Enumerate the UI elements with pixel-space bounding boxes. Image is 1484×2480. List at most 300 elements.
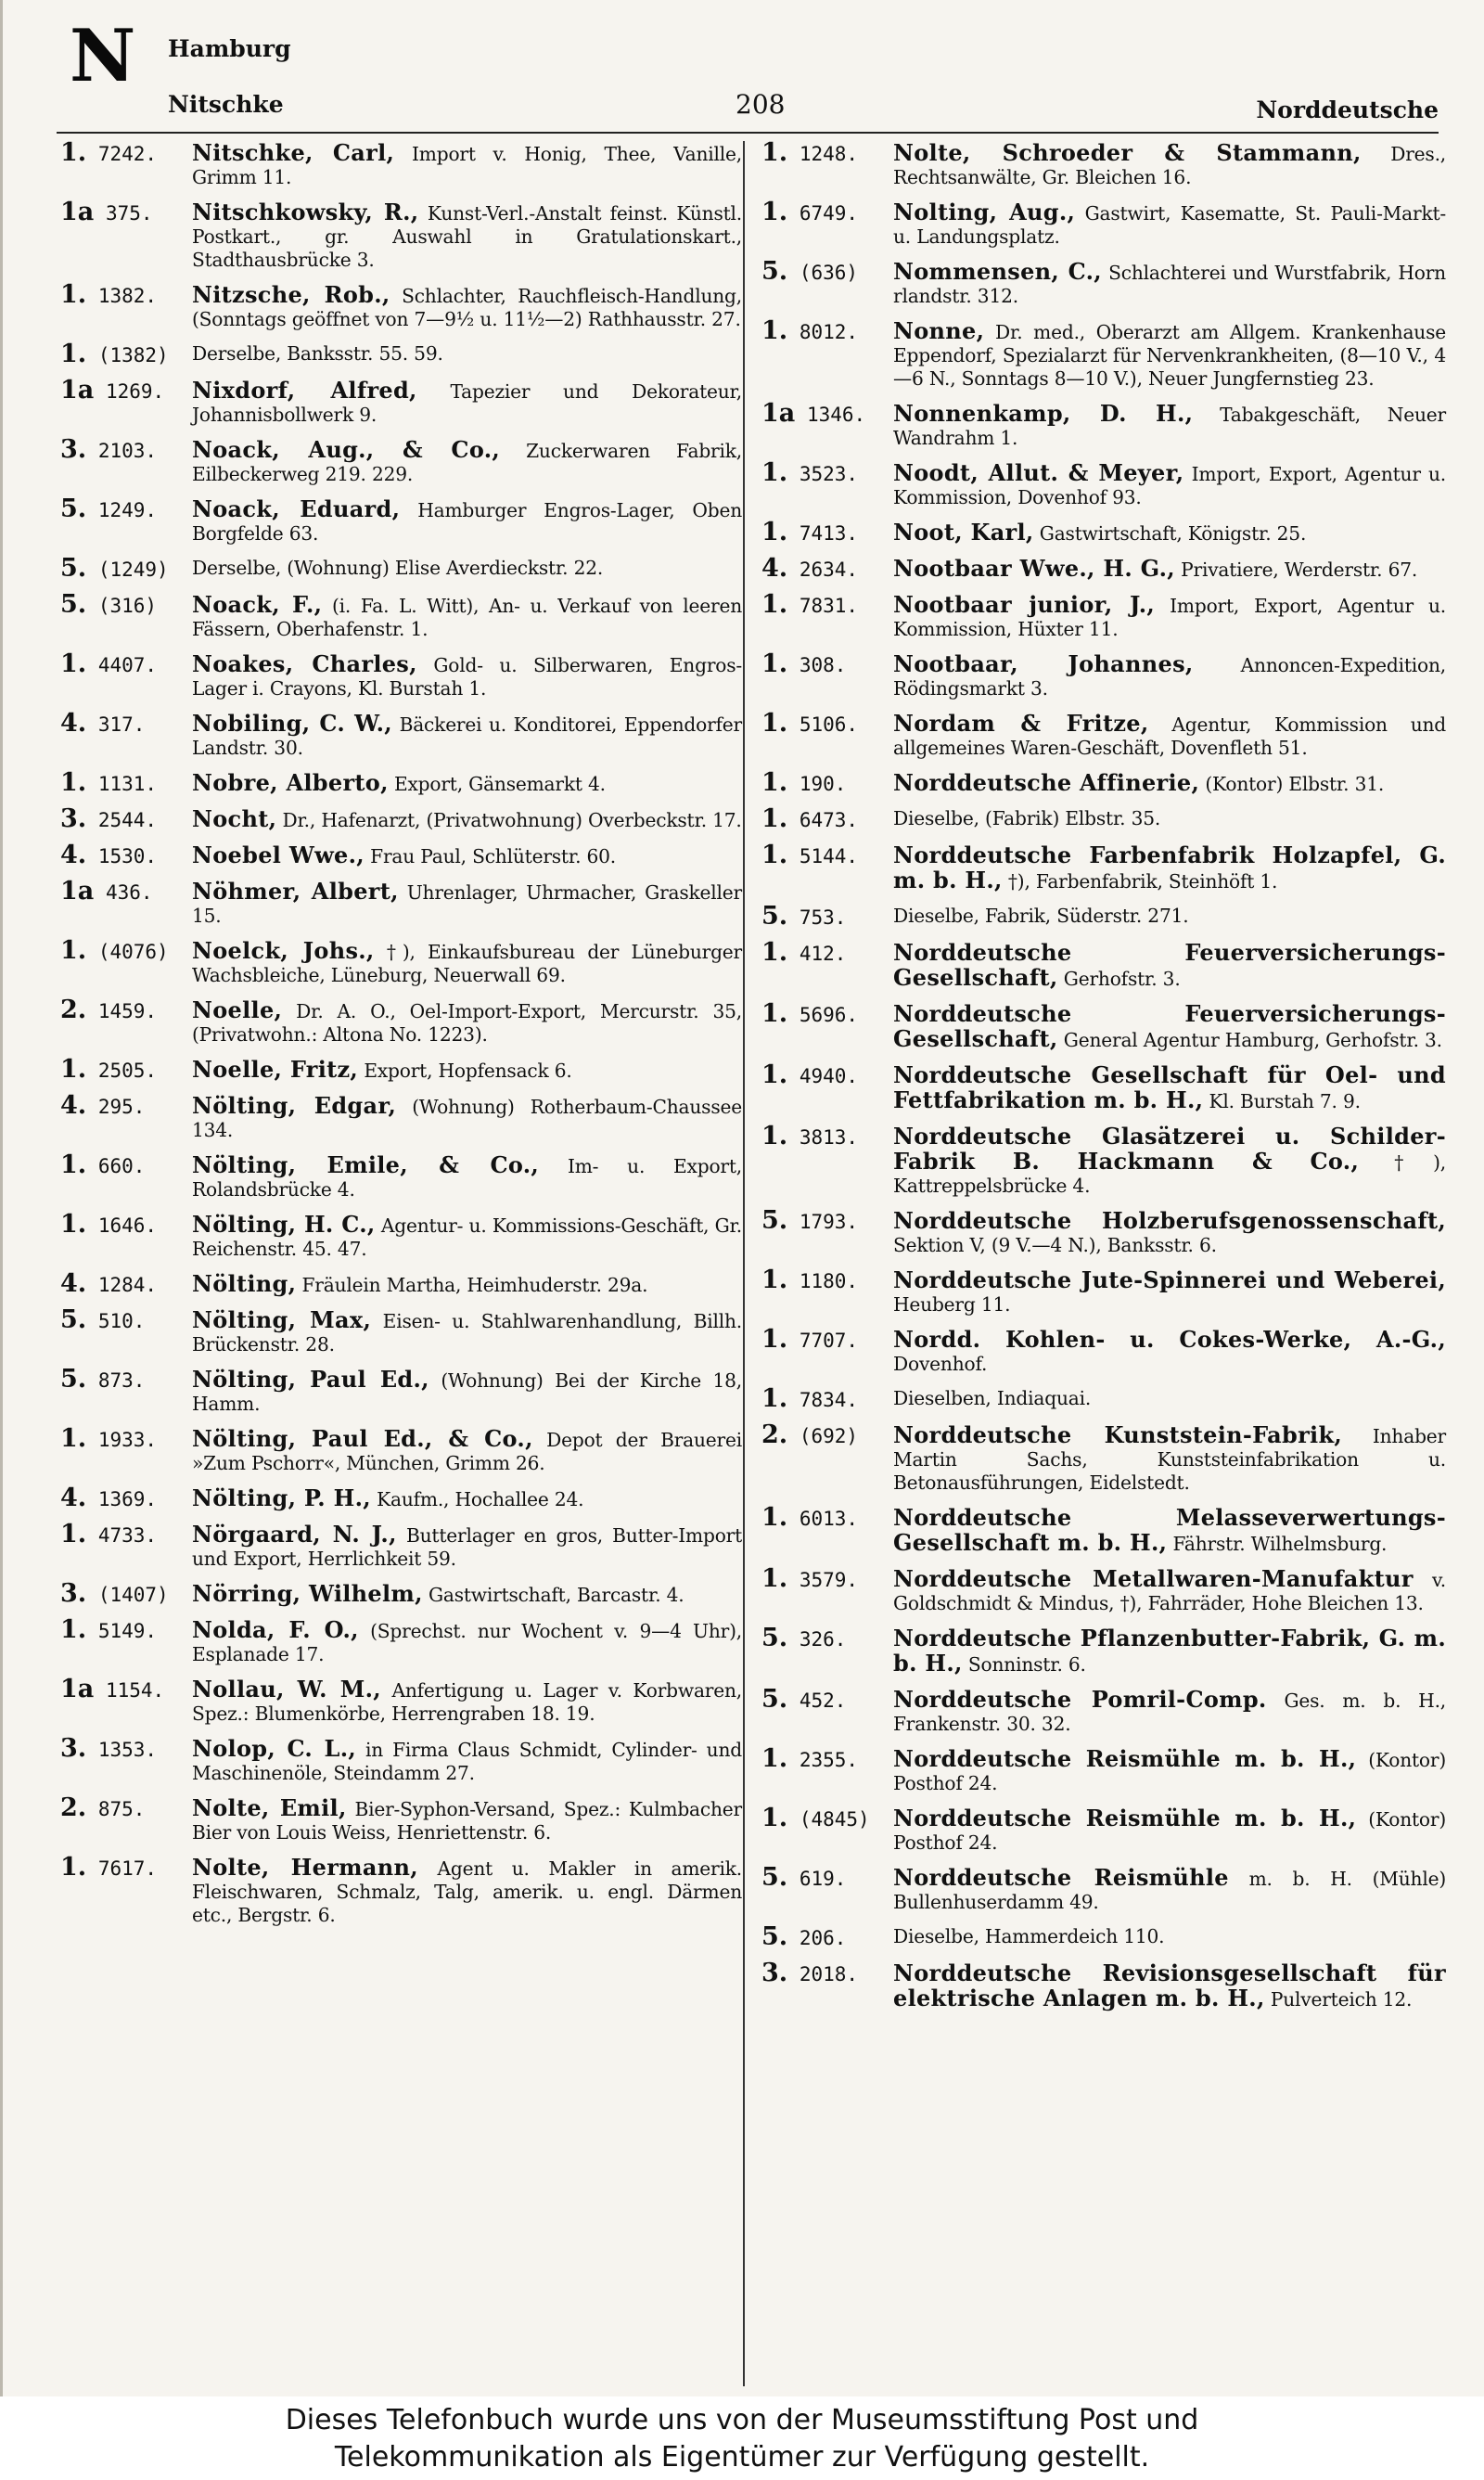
left-keyword: Nitschke [168, 91, 284, 118]
line-number: 510. [97, 1310, 146, 1332]
directory-entry [761, 804, 1446, 833]
subscriber-name: Nobiling, C. W., [192, 710, 392, 737]
entry-text [893, 712, 1446, 760]
line-number: 6749. [799, 202, 859, 225]
exchange-code: 1a [761, 399, 796, 428]
line-number: (316) [97, 595, 158, 617]
directory-entry [60, 1615, 743, 1666]
directory-entry [60, 804, 742, 833]
subscriber-details: Bier-Syphon-Versand, Spez.: Kulmbacher Bier von Louis Weiss, Henriettenstr. 6. [192, 1798, 742, 1844]
entry-text [192, 557, 742, 580]
subscriber-name: Norddeutsche Reismühle m. b. H., [893, 1745, 1357, 1772]
directory-entry [761, 1961, 1446, 2011]
entry-text [893, 593, 1446, 641]
directory-entry [60, 435, 743, 486]
entry-text [893, 1925, 1446, 1948]
subscriber-name: Nörgaard, N. J., [192, 1521, 397, 1548]
exchange-code: 1. [761, 841, 788, 869]
directory-entry [761, 590, 1447, 641]
line-number: 452. [799, 1690, 847, 1712]
exchange-code: 3. [60, 1579, 87, 1608]
subscriber-details: Kl. Burstah 7. 9. [1209, 1090, 1361, 1112]
phone-number [761, 999, 893, 1028]
subscriber-details: Bäckerei u. Konditorei, Eppendorfer Landstr. 30. [192, 713, 743, 759]
entry-text [192, 1582, 742, 1607]
subscriber-name: Noebel Wwe., [192, 842, 365, 868]
subscriber-name: Nitschkowsky, R., [192, 199, 419, 225]
phone-number [60, 768, 192, 797]
phone-number [761, 554, 893, 583]
phone-number [60, 200, 192, 225]
subscriber-name: Norddeutsche Reismühle m. b. H., [893, 1805, 1357, 1831]
subscriber-details: Agent u. Makler in amerik. Fleischwaren, Schmalz, Talg, amerik. u. engl. Därmen etc., Bergstr. 6. [192, 1857, 743, 1926]
phone-number [761, 902, 893, 931]
subscriber-details: Dr. A. O., Oel-Import-Export, Mercurstr. 35, (Privatwohn.: Altona No. 1223). [192, 1000, 742, 1046]
directory-entry [60, 877, 742, 928]
directory-entry [60, 1305, 743, 1356]
phone-number [761, 590, 893, 619]
exchange-code: 1. [761, 1060, 788, 1089]
subscriber-details: Ges. m. b. H., Frankenstr. 30. 32. [893, 1690, 1447, 1735]
exchange-code: 1. [761, 1384, 788, 1413]
directory-entry [761, 1060, 1446, 1113]
subscriber-details: (i. Fa. L. Witt), An- u. Verkauf von leeren Fässern, Oberhafenstr. 1. [192, 595, 742, 640]
subscriber-details: Annoncen-Expedition, Rödingsmarkt 3. [893, 654, 1446, 700]
subscriber-name: Noack, F., [192, 591, 323, 618]
subscriber-details: Privatiere, Werderstr. 67. [1181, 559, 1418, 581]
subscriber-details: Agentur- u. Kommissions-Geschäft, Gr. Reichenstr. 45. 47. [192, 1214, 742, 1260]
directory-entry [60, 1734, 742, 1785]
subscriber-name: Nitzsche, Rob., [192, 281, 390, 308]
phone-number [60, 138, 192, 167]
phone-number [60, 804, 192, 833]
line-number: 2103. [97, 440, 158, 462]
directory-entry [60, 1486, 742, 1511]
subscriber-name: Nootbaar, Johannes, [893, 650, 1194, 677]
exchange-code: 1. [761, 1804, 788, 1832]
line-number: (692) [799, 1425, 859, 1447]
phone-number [60, 590, 192, 619]
phone-number [60, 1365, 192, 1394]
subscriber-details: (Kontor) Elbstr. 31. [1205, 773, 1385, 795]
subscriber-details: Schlachter, Rauchfleisch-Handlung, (Sonntags geöffnet von 7—9½ u. 11½—2) Rathhausstr. 27. [192, 285, 742, 330]
line-number: 1269. [105, 380, 165, 403]
subscriber-details: Hamburger Engros-Lager, Oben Borgfelde 63. [192, 499, 743, 545]
subscriber-details: Heuberg 11. [893, 1293, 1011, 1316]
subscriber-details: Im- u. Export, Rolandsbrücke 4. [192, 1155, 742, 1201]
exchange-code: 2. [60, 1793, 87, 1822]
line-number: 1530. [97, 845, 158, 867]
subscriber-name: Norddeutsche Pflanzenbutter-Fabrik, G. m. b. H., [893, 1625, 1446, 1677]
entry-text [893, 652, 1446, 700]
exchange-code: 1. [761, 709, 788, 738]
directory-entry [60, 1520, 743, 1571]
subscriber-details: Zuckerwaren Fabrik, Eilbeckerweg 219. 229. [192, 440, 743, 485]
exchange-code: 1. [761, 198, 788, 226]
line-number: (636) [799, 262, 859, 284]
entry-text [192, 652, 742, 700]
directory-entry [761, 768, 1446, 797]
phone-number [60, 1055, 192, 1084]
phone-number [761, 1806, 893, 1831]
line-number: 1793. [799, 1211, 859, 1233]
entry-text [192, 141, 742, 189]
line-number: 4733. [97, 1524, 158, 1547]
directory-entry [761, 554, 1446, 583]
entry-text [192, 1486, 742, 1511]
subscriber-name: Nöhmer, Albert, [192, 878, 399, 905]
phone-number [60, 1210, 192, 1239]
subscriber-details: Eisen- u. Stahlwarenhandlung, Billh. Brückenstr. 28. [192, 1310, 743, 1356]
line-number: 2355. [799, 1749, 859, 1771]
line-number: 1284. [97, 1274, 158, 1296]
directory-entry [761, 1564, 1446, 1615]
exchange-code: 1. [761, 1266, 788, 1294]
right-column [761, 138, 1447, 2386]
subscriber-name: Nollau, W. M., [192, 1676, 381, 1703]
exchange-code: 1. [761, 590, 788, 619]
line-number: 5149. [97, 1620, 158, 1642]
phone-number [761, 1060, 893, 1089]
phone-number [60, 1486, 192, 1511]
phone-number [761, 843, 893, 868]
exchange-code: 5. [761, 1863, 788, 1892]
exchange-code: 1a [60, 376, 95, 405]
entry-text [192, 880, 742, 928]
subscriber-details: (Wohnung) Rotherbaum-Chaussee 134. [192, 1096, 742, 1141]
subscriber-details: †), Farbenfabrik, Steinhöft 1. [1007, 870, 1278, 893]
subscriber-details: Frau Paul, Schlüterstr. 60. [370, 845, 617, 867]
right-keyword: Norddeutsche [1256, 96, 1439, 123]
subscriber-name: Nölting, [192, 1270, 297, 1297]
subscriber-name: Nolte, Hermann, [192, 1854, 418, 1881]
subscriber-details: v. Goldschmidt & Mindus, †), Fahrräder, Hohe Bleichen 13. [893, 1569, 1446, 1614]
line-number: 375. [105, 202, 153, 225]
exchange-code: 4. [60, 709, 87, 738]
directory-entry [761, 399, 1446, 450]
entry-text [192, 593, 742, 641]
entry-text [192, 1618, 742, 1666]
phone-number [761, 938, 893, 967]
phone-number [60, 936, 192, 965]
line-number: 1154. [105, 1679, 165, 1702]
subscriber-name: Nölting, Max, [192, 1306, 372, 1333]
entry-text [192, 1523, 742, 1571]
subscriber-details: Pulverteich 12. [1270, 1988, 1413, 2011]
entry-text [893, 1506, 1446, 1556]
entry-text [893, 520, 1446, 546]
directory-entry [60, 998, 742, 1047]
subscriber-details: Gastwirtschaft, Barcastr. 4. [428, 1584, 684, 1606]
subscriber-details: Tapezier und Dekorateur, Johannisbollwerk 9. [192, 380, 742, 426]
exchange-code: 1. [60, 1853, 87, 1882]
directory-entry [761, 138, 1447, 189]
line-number: 326. [799, 1628, 847, 1651]
directory-entry [761, 257, 1446, 308]
entry-text [893, 771, 1446, 796]
exchange-code: 3. [60, 1734, 87, 1763]
exchange-code: 5. [60, 495, 87, 523]
directory-entry [761, 843, 1446, 893]
subscriber-name: Nordd. Kohlen- u. Cokes-Werke, A.-G., [893, 1326, 1446, 1353]
entry-text [192, 1677, 742, 1726]
directory-entry [60, 342, 742, 367]
subscriber-details: Dr., Hafenarzt, (Privatwohnung) Overbeckstr. 17. [282, 809, 742, 831]
phone-number [761, 399, 893, 428]
subscriber-details: Gold- u. Silberwaren, Engros-Lager i. Crayons, Kl. Burstah 1. [192, 654, 743, 700]
entry-text [192, 1272, 742, 1297]
phone-number [761, 200, 893, 225]
directory-entry [761, 458, 1446, 509]
exchange-code: 4. [60, 1269, 87, 1298]
directory-entry [60, 1579, 742, 1608]
exchange-code: 1a [60, 198, 95, 226]
entry-text [192, 771, 742, 796]
phone-number [761, 458, 893, 487]
entry-text [192, 843, 742, 868]
entry-text [893, 461, 1446, 509]
directory-entry [761, 1384, 1446, 1413]
subscriber-details: Gastwirt, Kasematte, St. Pauli-Markt- u. Landungsplatz. [893, 202, 1447, 248]
subscriber-name: Nölting, Edgar, [192, 1092, 397, 1119]
subscriber-name: Noot, Karl, [893, 519, 1034, 546]
entry-text [893, 1328, 1446, 1376]
directory-entry [60, 200, 742, 272]
exchange-code: 1. [761, 1122, 788, 1150]
footer-line-2: Telekommunikation als Eigentümer zur Verfügung gestellt. [334, 2441, 1150, 2474]
exchange-code: 5. [60, 554, 87, 583]
entry-text [893, 260, 1446, 308]
subscriber-details: Export, Hopfensack 6. [364, 1060, 572, 1082]
subscriber-name: Nommensen, C., [893, 258, 1102, 285]
exchange-code: 1. [60, 1615, 87, 1644]
entry-text [192, 1856, 742, 1927]
exchange-code: 1. [761, 938, 788, 967]
subscriber-name: Nörring, Wilhelm, [192, 1580, 423, 1607]
phone-number [60, 649, 192, 678]
line-number: 7242. [97, 143, 158, 165]
directory-entry [60, 590, 742, 641]
directory-entry [761, 999, 1446, 1052]
phone-number [60, 1615, 192, 1644]
directory-entry [761, 316, 1447, 391]
subscriber-name: Nölting, Paul Ed., [192, 1366, 429, 1393]
subscriber-details: Import, Export, Agentur u. Kommission, Dovenhof 93. [893, 463, 1446, 508]
line-number: 1369. [97, 1488, 158, 1510]
line-number: 7707. [799, 1330, 859, 1352]
phone-number [761, 520, 893, 546]
exchange-code: 1. [60, 1150, 87, 1179]
entry-text [192, 712, 742, 760]
directory-entry [761, 649, 1446, 700]
entry-text [192, 1368, 742, 1416]
entry-text [893, 941, 1446, 991]
exchange-code: 4. [60, 1484, 87, 1512]
phone-number [60, 342, 192, 367]
subscriber-name: Nolting, Aug., [893, 199, 1076, 225]
subscriber-details: Dres., Rechtsanwälte, Gr. Bleichen 16. [893, 143, 1447, 188]
directory-entry [60, 1853, 743, 1927]
footer-notice [0, 2396, 1484, 2480]
subscriber-name: Norddeutsche Gesellschaft für Oel- und Fettfabrikation m. b. H., [893, 1061, 1446, 1113]
subscriber-details: Export, Gänsemarkt 4. [393, 773, 606, 795]
line-number: 875. [97, 1798, 146, 1820]
line-number: 619. [799, 1868, 847, 1890]
directory-entry [761, 1420, 1446, 1495]
entry-text [192, 1427, 742, 1475]
directory-entry [60, 1091, 742, 1142]
entry-text [192, 807, 742, 832]
line-number: (1407) [97, 1584, 169, 1606]
subscriber-name: Noelle, [192, 996, 283, 1023]
subscriber-details: Fährstr. Wilhelmsburg. [1172, 1533, 1388, 1555]
directory-entry [761, 1922, 1446, 1951]
subscriber-name: Nölting, P. H., [192, 1484, 371, 1511]
entry-text [893, 1124, 1446, 1198]
phone-number [761, 804, 893, 833]
directory-entry [761, 1268, 1446, 1317]
line-number: 2505. [97, 1060, 158, 1082]
line-number: 2544. [97, 809, 158, 831]
exchange-code: 1. [761, 518, 788, 546]
line-number: 5144. [799, 845, 859, 867]
subscriber-details: Dovenhof. [893, 1353, 988, 1375]
line-number: 7834. [799, 1389, 859, 1411]
subscriber-details: Inhaber Martin Sachs, Kunststeinfabrikation u. Betonausführungen, Eidelstedt. [893, 1425, 1446, 1494]
exchange-code: 5. [761, 257, 788, 286]
phone-number [761, 709, 893, 738]
subscriber-name: Nonne, [893, 317, 985, 344]
subscriber-details: Gastwirtschaft, Königstr. 25. [1039, 522, 1307, 545]
exchange-code: 5. [761, 1206, 788, 1235]
phone-number [60, 1091, 192, 1120]
phone-number [761, 1564, 893, 1593]
line-number: 5106. [799, 713, 859, 736]
phone-number [60, 1269, 192, 1298]
line-number: (1249) [97, 559, 169, 581]
line-number: 660. [97, 1155, 146, 1177]
line-number: 1249. [97, 499, 158, 521]
entry-text [893, 1866, 1446, 1914]
directory-entry [60, 1424, 742, 1475]
phone-number [60, 435, 192, 464]
entry-text [192, 283, 742, 331]
phone-number [60, 1305, 192, 1334]
entry-text [192, 1796, 742, 1844]
subscriber-name: Nölting, Paul Ed., & Co., [192, 1425, 533, 1452]
exchange-code: 5. [761, 902, 788, 931]
exchange-code: 1. [60, 768, 87, 797]
line-number: 412. [799, 943, 847, 965]
phone-number [761, 1124, 893, 1150]
subscriber-details: Derselbe, (Wohnung) Elise Averdieckstr. 22. [192, 557, 604, 579]
subscriber-details: Dieselbe, Hammerdeich 110. [893, 1925, 1165, 1947]
line-number: 1933. [97, 1429, 158, 1451]
phone-number [60, 280, 192, 309]
entry-text [893, 1961, 1446, 2011]
subscriber-details: (Kontor) Posthof 24. [893, 1808, 1447, 1854]
exchange-code: 1a [60, 877, 95, 906]
subscriber-details: Import v. Honig, Thee, Vanille, Grimm 11. [192, 143, 743, 188]
exchange-code: 1. [761, 649, 788, 678]
subscriber-details: Derselbe, Banksstr. 55. 59. [192, 342, 443, 365]
subscriber-name: Nordam & Fritze, [893, 710, 1149, 737]
subscriber-details: Fräulein Martha, Heimhuderstr. 29a. [301, 1274, 648, 1296]
line-number: 3813. [799, 1126, 859, 1149]
line-number: 4940. [799, 1065, 859, 1087]
section-letter: N [70, 14, 136, 98]
entry-text [192, 1094, 742, 1142]
exchange-code: 1. [60, 1520, 87, 1548]
directory-entry [60, 138, 743, 189]
subscriber-name: Norddeutsche Kunststein-Fabrik, [893, 1421, 1343, 1448]
phone-number [60, 709, 192, 738]
directory-entry [761, 1626, 1446, 1677]
line-number: 8012. [799, 321, 859, 343]
exchange-code: 4. [761, 554, 788, 583]
entry-text [192, 1058, 742, 1083]
subscriber-details: Butterlager en gros, Butter-Import und Export, Herrlichkeit 59. [192, 1524, 743, 1570]
subscriber-name: Norddeutsche Revisionsgesellschaft für elektrische Anlagen m. b. H., [893, 1960, 1446, 2011]
phone-number [761, 1384, 893, 1413]
exchange-code: 3. [60, 804, 87, 833]
subscriber-name: Norddeutsche Melasseverwertungs-Gesellschaft m. b. H., [893, 1504, 1446, 1556]
subscriber-details: Agentur, Kommission und allgemeines Waren-Geschäft, Dovenfleth 51. [893, 713, 1447, 759]
phone-number [60, 376, 192, 405]
directory-entry [761, 1863, 1447, 1914]
subscriber-name: Nixdorf, Alfred, [192, 377, 417, 404]
entry-text [893, 905, 1446, 928]
directory-entry [60, 1793, 742, 1844]
directory-entry [761, 1744, 1447, 1795]
subscriber-name: Nolda, F. O., [192, 1616, 359, 1643]
line-number: 4407. [97, 654, 158, 676]
directory-entry [761, 709, 1447, 760]
phone-number [60, 497, 192, 522]
phone-number [60, 1579, 192, 1608]
subscriber-name: Nolte, Emil, [192, 1794, 347, 1821]
exchange-code: 3. [60, 435, 87, 464]
exchange-code: 1. [60, 340, 87, 368]
subscriber-name: Nitschke, Carl, [192, 139, 395, 166]
phone-number [60, 1734, 192, 1763]
subscriber-details: Dieselbe, Fabrik, Süderstr. 271. [893, 905, 1189, 927]
subscriber-details: Dieselben, Indiaquai. [893, 1387, 1092, 1409]
subscriber-name: Nolte, Schroeder & Stammann, [893, 139, 1362, 166]
line-number: 6013. [799, 1508, 859, 1530]
phone-number [60, 877, 192, 906]
phone-number [761, 257, 893, 286]
phone-number [60, 1520, 192, 1548]
entry-text [893, 843, 1446, 893]
subscriber-name: Nootbaar junior, J., [893, 591, 1156, 618]
entry-text [192, 1153, 742, 1201]
line-number: 1459. [97, 1000, 158, 1022]
directory-entry [60, 768, 742, 797]
line-number: 3523. [799, 463, 859, 485]
city-heading: Hamburg [168, 35, 291, 62]
phone-number [761, 768, 893, 797]
directory-entry [60, 649, 743, 700]
directory-entry [761, 1503, 1446, 1556]
page-header [3, 0, 1484, 130]
page-number: 208 [736, 89, 786, 120]
entry-text [893, 200, 1446, 249]
exchange-code: 4. [60, 1091, 87, 1120]
directory-entry [60, 1150, 742, 1201]
subscriber-details: Sonninstr. 6. [967, 1653, 1086, 1676]
directory-entry [60, 497, 742, 546]
